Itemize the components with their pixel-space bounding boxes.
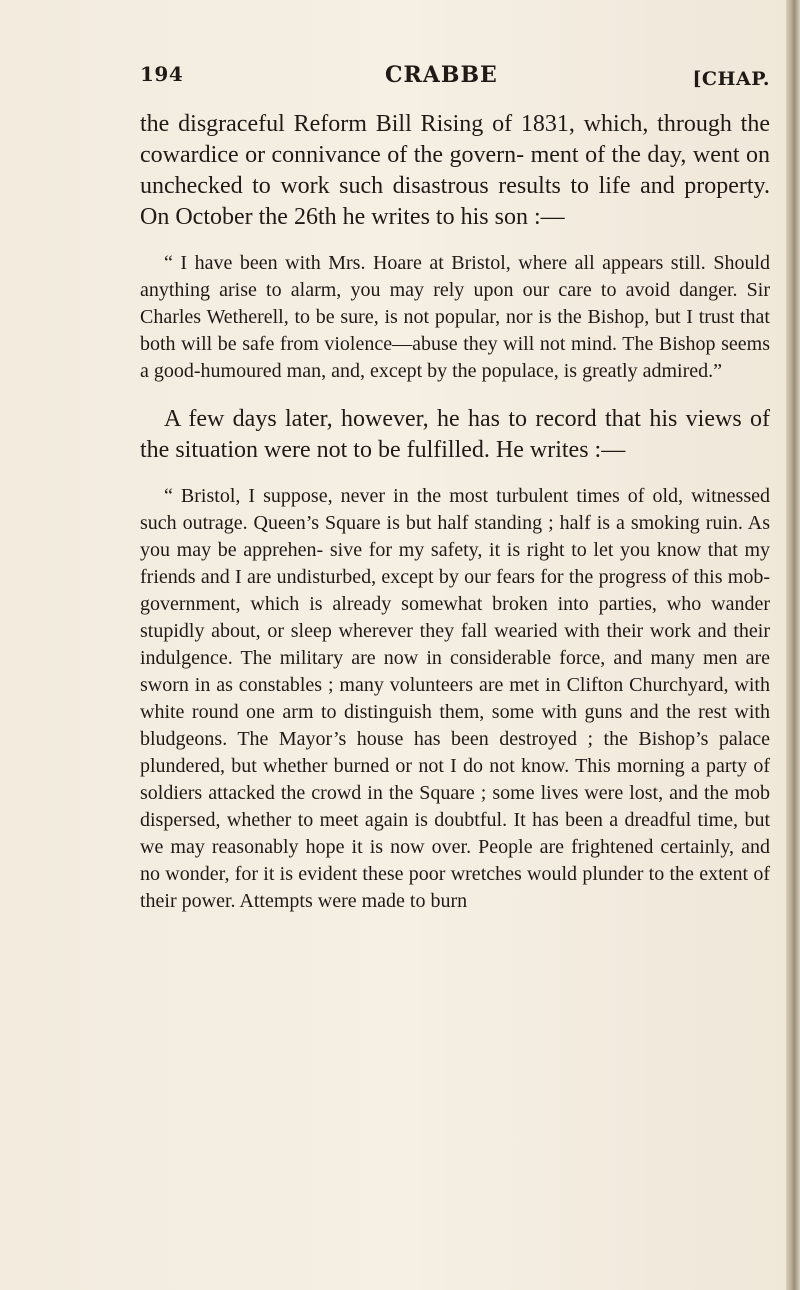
quote-paragraph-2: “ Bristol, I suppose, never in the most turbulent times of old, witnessed such outrage. Queen’s Square is but half standing ; half is a smoking ruin. As you may be apprehen- sive for my safety, it is right to let you know that my friends and I are undisturbed, except by our fears for the progress of this mob-government, which is already somewhat broken into parties, who wander stupidly about, or sleep wherever they fall wearied with their work and their indulgence. The military are now in considerable force, and many men are sworn in as constables ; many volunteers are met in Clifton Churchyard, with white round one arm to distinguish them, some with guns and the rest with bludgeons. The Mayor’s house has been destroyed ; the Bishop’s palace plundered, but whether burned or not I do not know. This morning a party of soldiers attacked the crowd in the Square ; some lives were lost, and the mob dispersed, whether to meet again is doubtful. It has been a dreadful time, but we may reasonably hope it is now over. People are frightened certainly, and no wonder, for it is evident these poor wretches would plunder to the extent of their power. Attempts were made to burn [140,485,770,912]
page-header [140,62,770,102]
page-body [140,109,770,915]
paragraph-1: the disgraceful Reform Bill Rising of 1831, which, through the cowardice or connivance of the govern- ment of the day, went on unchecked to work such disastrous results to life and property. On October the 26th he writes to his son :— [140,111,770,230]
running-head: CRABBE [385,62,498,88]
quote-paragraph-1: “ I have been with Mrs. Hoare at Bristol, where all appears still. Should anything arise to alarm, you may rely upon our care to avoid danger. Sir Charles Wetherell, to be sure, is not popular, nor is the Bishop, but I trust that both will be safe from violence—abuse they will not mind. The Bishop seems a good-humoured man, and, except by the populace, is greatly admired.” [140,252,770,382]
paragraph-2: A few days later, however, he has to record that his views of the situation were not to be fulfilled. He writes :— [140,406,770,463]
page-edge-shadow [786,0,800,1290]
page-number: 194 [140,62,184,86]
chapter-mark: [CHAP. [692,68,770,90]
